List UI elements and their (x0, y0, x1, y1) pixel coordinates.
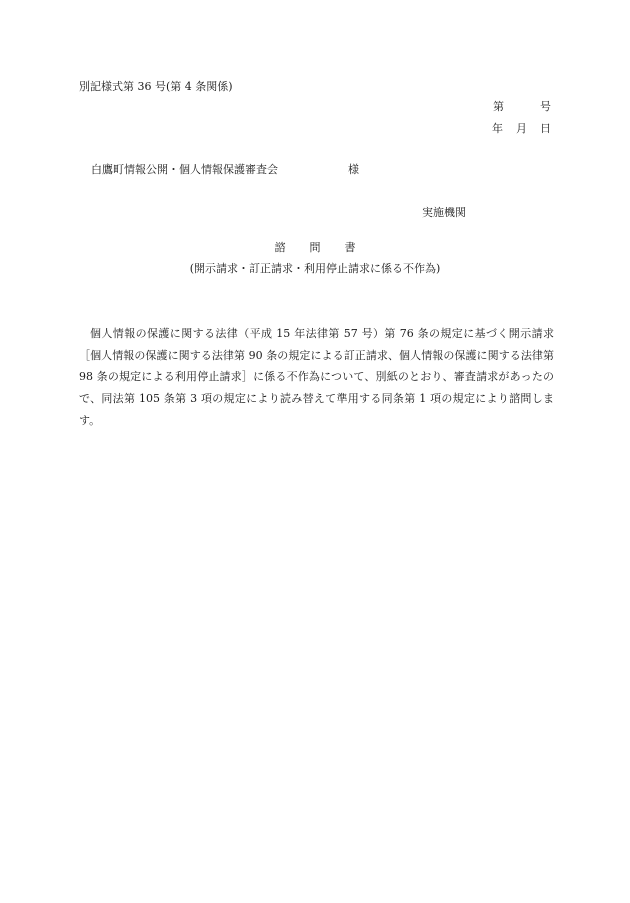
date-day: 日 (540, 122, 551, 135)
honorific: 様 (348, 163, 359, 176)
document-number-suffix: 号 (540, 100, 551, 113)
form-label: 別記様式第 36 号(第 4 条関係) (79, 80, 233, 93)
date-year: 年 (492, 122, 503, 135)
title-char-1: 諮 (274, 241, 286, 254)
title-char-2: 問 (309, 241, 321, 254)
document-number-prefix: 第 (493, 100, 504, 113)
date-month: 月 (516, 122, 527, 135)
body-paragraph: 個人情報の保護に関する法律（平成 15 年法律第 57 号）第 76 条の規定に基づく開示請求［個人情報の保護に関する法律第 90 条の規定による訂正請求、個人情報の保護に関する法律第 98 条の規定による利用停止請求］に係る不作為について、別紙のとおり、審査請求があったので、同法第 105 条第 3 項の規定により読み替えて準用する同条第 1 項の規定により諮問します。 (79, 327, 554, 427)
document-title (0, 242, 630, 253)
addressee: 白鷹町情報公開・個人情報保護審査会 (91, 163, 278, 176)
title-char-3: 書 (344, 241, 356, 254)
sender: 実施機関 (422, 206, 466, 219)
document-subtitle: (開示請求・訂正請求・利用停止請求に係る不作為) (189, 262, 441, 275)
